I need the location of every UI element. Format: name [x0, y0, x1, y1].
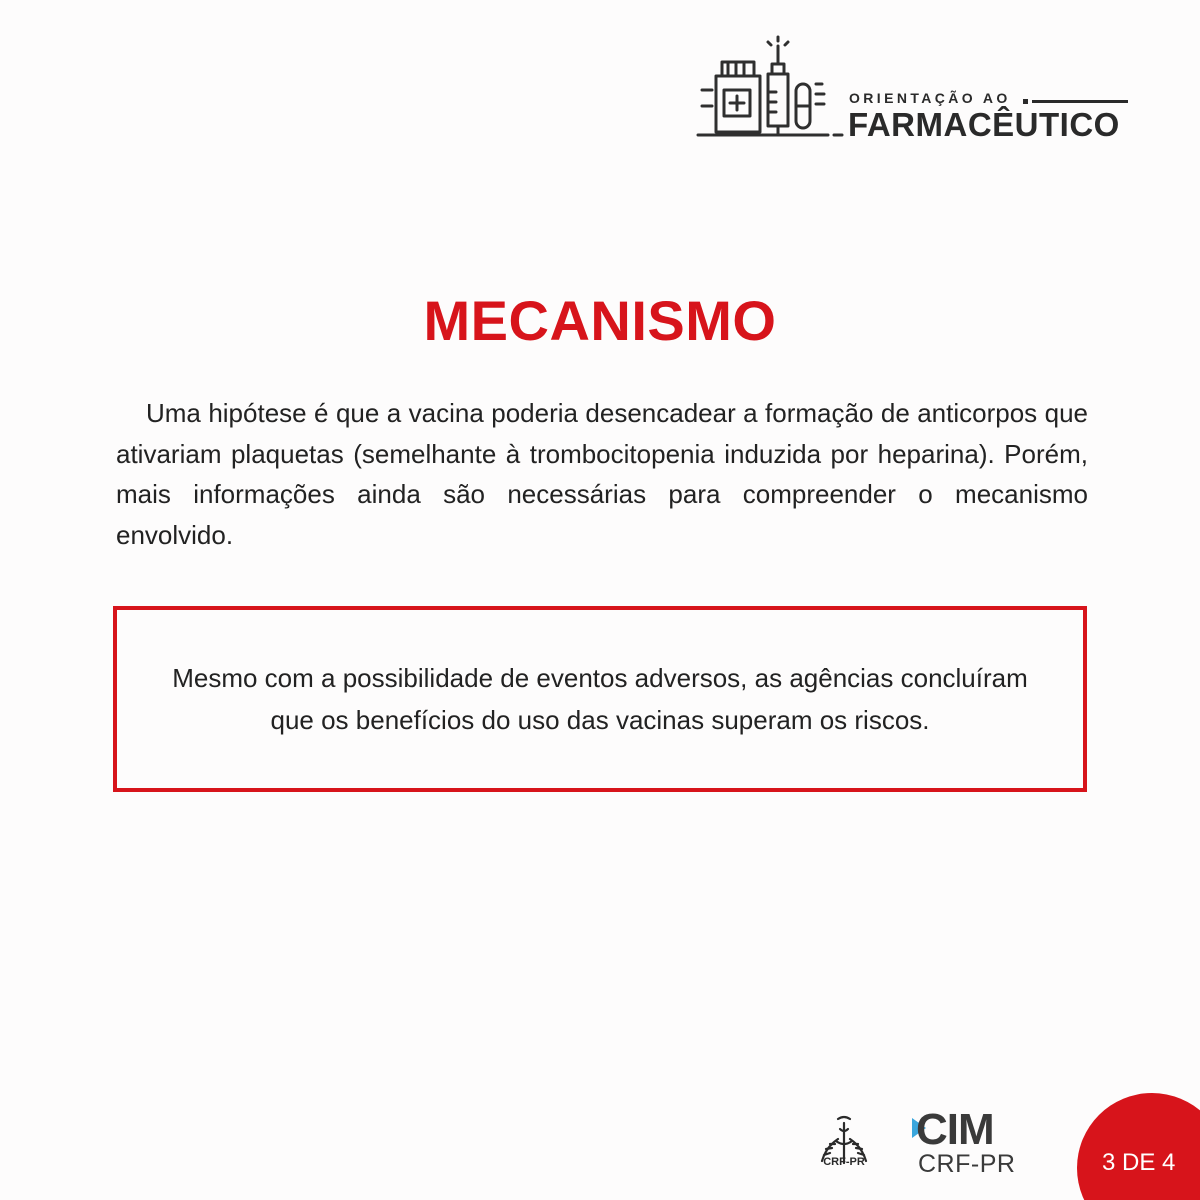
pharmacy-bottle-syringe-icon	[696, 34, 846, 142]
cim-subtitle: CRF-PR	[918, 1150, 1016, 1178]
cim-title: CIM	[916, 1105, 994, 1154]
brand-subtitle: ORIENTAÇÃO AO	[849, 90, 1011, 106]
brand-title: FARMACÊUTICO	[848, 106, 1120, 143]
cim-logo	[912, 1106, 1022, 1176]
page-title: MECANISMO	[423, 289, 777, 352]
callout-text: Mesmo com a possibilidade de eventos adversos, as agências concluíram que os benefícios do uso das vacinas superam os riscos.	[172, 663, 1028, 735]
brand-rule	[1032, 100, 1128, 103]
body-paragraph: Uma hipótese é que a vacina poderia desencadear a formação de anticorpos que ativariam plaquetas (semelhante à trombocitopenia induzida por heparina). Porém, mais informações ainda são necessárias para compreender o mecanismo envolvido.	[116, 398, 1088, 550]
header-logo	[696, 34, 1136, 142]
crf-label: CRF-PR	[823, 1156, 865, 1168]
page-indicator: 3 DE 4	[1102, 1149, 1176, 1176]
brand-rule-dot	[1023, 99, 1028, 104]
callout-box	[113, 606, 1087, 792]
page-indicator-badge	[1077, 1093, 1200, 1200]
